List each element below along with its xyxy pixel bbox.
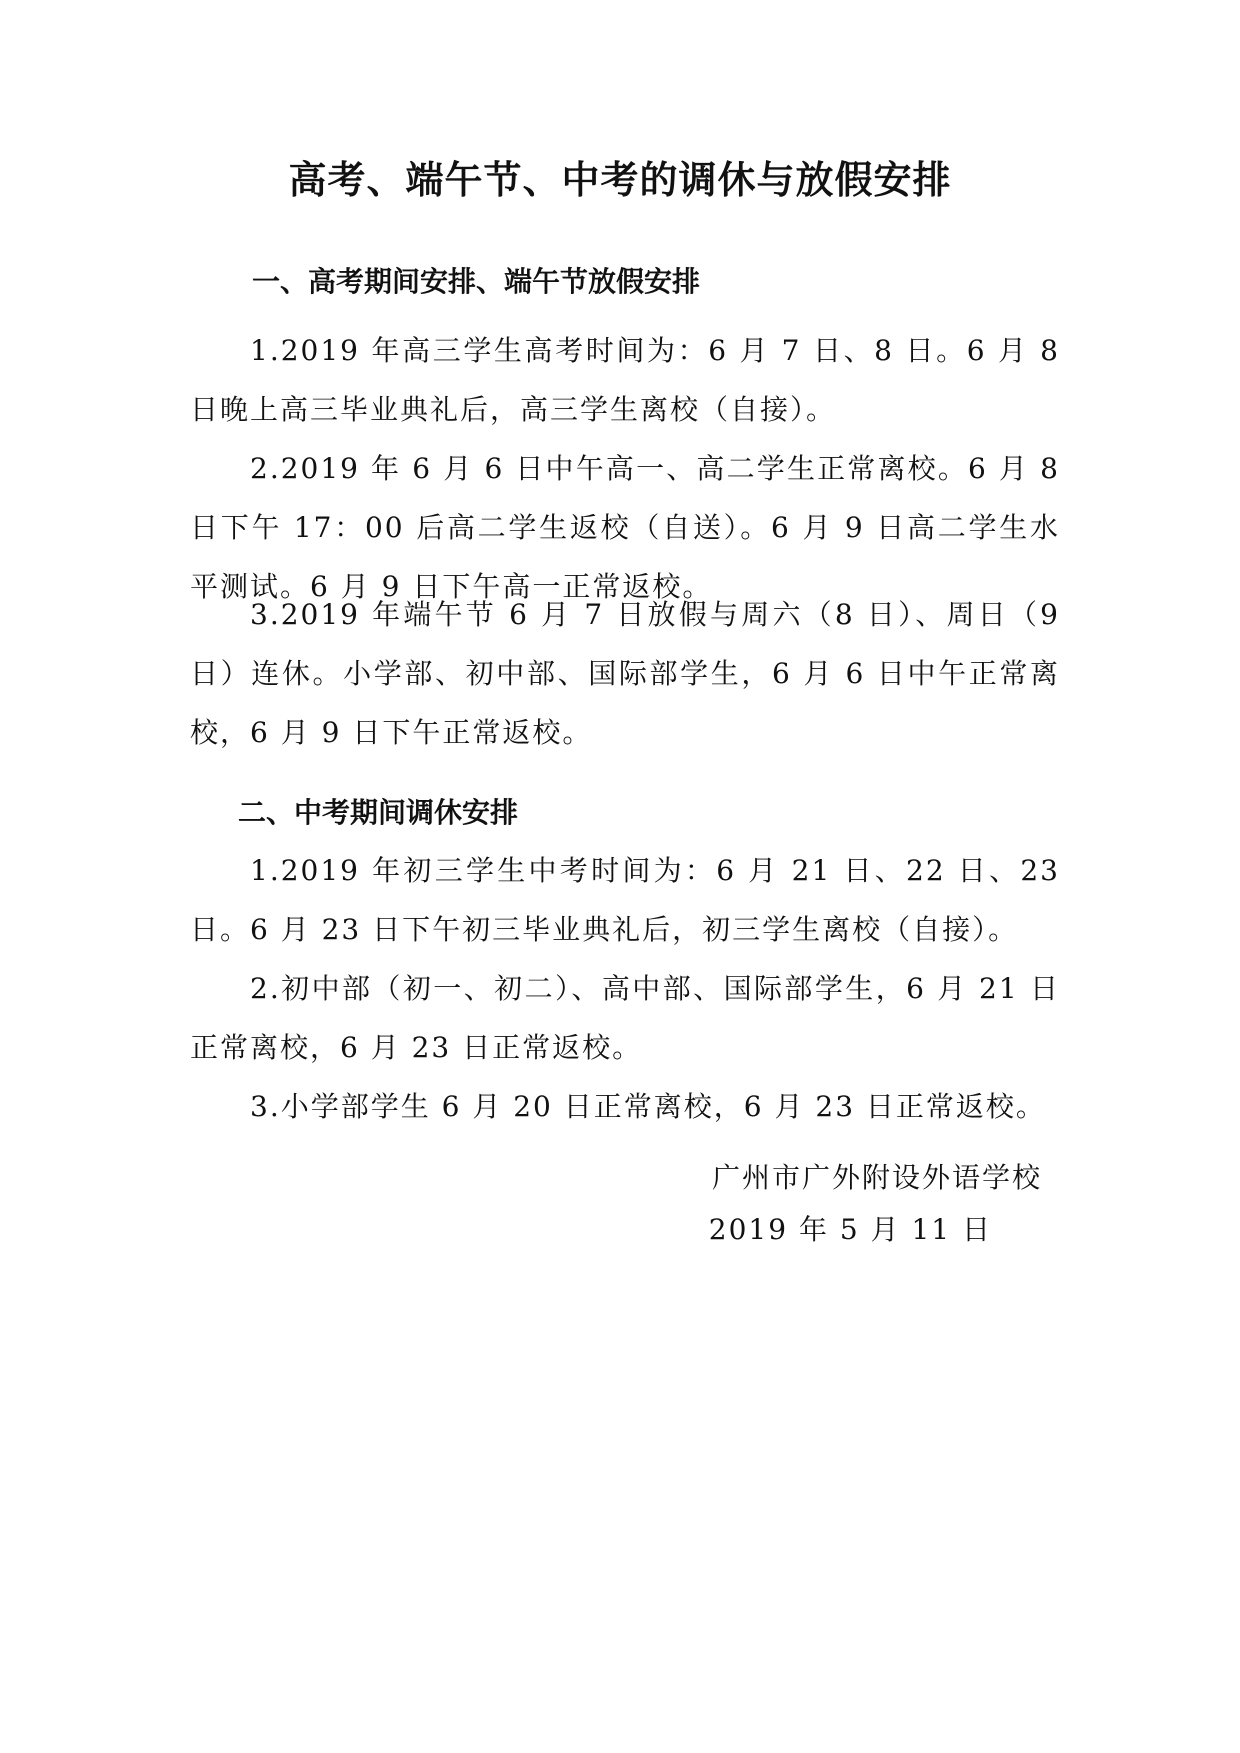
section-1-paragraph-3: 3.2019 年端午节 6 月 7 日放假与周六（8 日）、周日（9 日）连休。小学部、初中部、国际部学生，6 月 6 日中午正常离校，6 月 9 日下午正常返校。: [190, 598, 1060, 749]
section-2-paragraph-1: 1.2019 年初三学生中考时间为：6 月 21 日、22 日、23 日。6 月 23 日下午初三毕业典礼后，初三学生离校（自接）。: [190, 854, 1060, 946]
document-title: 高考、端午节、中考的调休与放假安排: [288, 158, 952, 202]
signature-date: 2019 年 5 月 11 日: [708, 1213, 992, 1246]
section-1-paragraph-2: 2.2019 年 6 月 6 日中午高一、高二学生正常离校。6 月 8 日下午 17：00 后高二学生返校（自送）。6 月 9 日高二学生水平测试。6 月 9 日下午高一正常返校。: [190, 452, 1060, 603]
section-2-paragraph-3: 3.小学部学生 6 月 20 日正常离校，6 月 23 日正常返校。: [250, 1090, 1046, 1123]
section-1-paragraph-1: 1.2019 年高三学生高考时间为：6 月 7 日、8 日。6 月 8 日晚上高三毕业典礼后，高三学生离校（自接）。: [190, 334, 1060, 426]
section-2-heading: 二、中考期间调休安排: [238, 796, 519, 829]
section-2-paragraph-2: 2.初中部（初一、初二）、高中部、国际部学生，6 月 21 日正常离校，6 月 23 日正常返校。: [190, 972, 1060, 1064]
signature-organization: 广州市广外附设外语学校: [711, 1161, 1042, 1194]
section-1-heading: 一、高考期间安排、端午节放假安排: [252, 265, 701, 298]
